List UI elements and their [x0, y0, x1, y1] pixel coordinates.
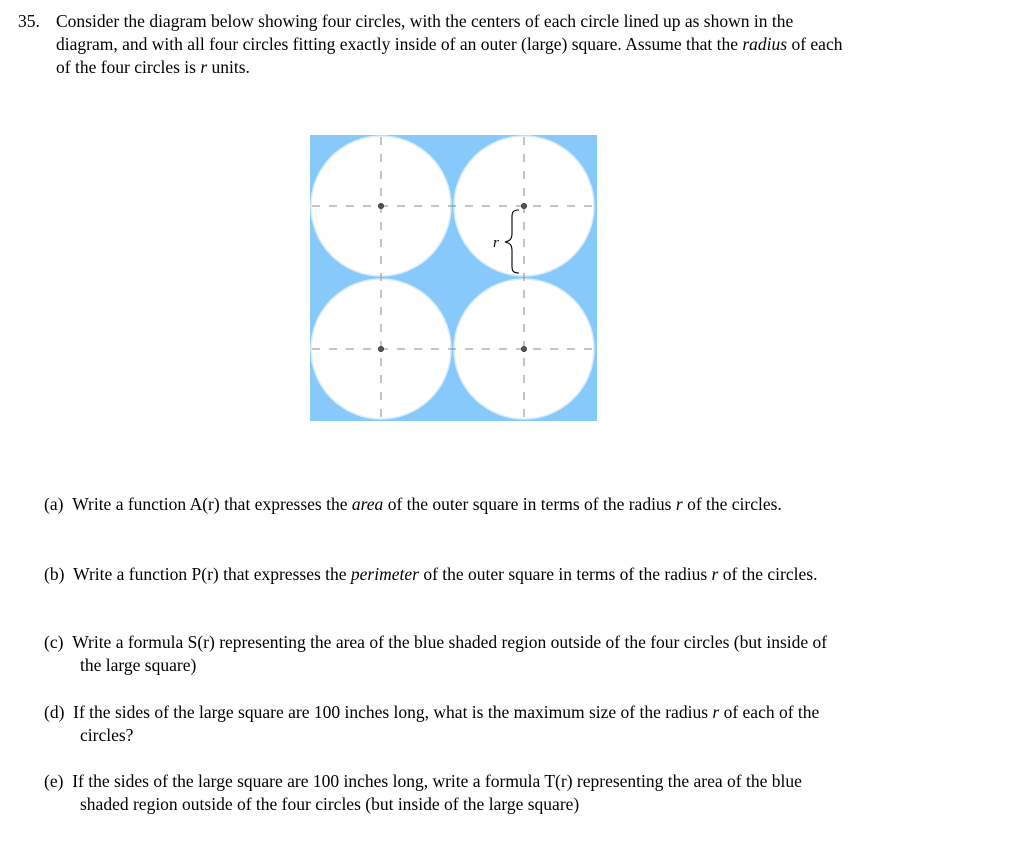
- part-e-label: (e): [44, 771, 64, 791]
- part-a-em-area: area: [351, 494, 384, 514]
- center-dot-top-right: [521, 203, 526, 208]
- part-a: [44, 493, 782, 515]
- part-b-em-perimeter: perimeter: [350, 564, 419, 584]
- part-d-text-2: circles?: [80, 725, 134, 745]
- four-circles-diagram: [310, 135, 597, 421]
- part-a-text-b: of the outer square in terms of the radius: [383, 494, 676, 514]
- part-a-text-c: of the circles.: [682, 494, 782, 514]
- part-d-label: (d): [44, 702, 65, 722]
- part-b-em-r: r: [711, 564, 719, 584]
- part-a-label: (a): [44, 494, 64, 514]
- part-e-text-1: If the sides of the large square are 100 inches long, write a formula T(r) representing the area of the blue: [72, 771, 802, 791]
- intro-text-1: Consider the diagram below showing four circles, with the centers of each circle lined up as shown in the: [56, 11, 794, 31]
- intro-radius-em: radius: [742, 34, 788, 54]
- question-intro-line-3: [56, 56, 250, 78]
- intro-r-em: r: [200, 57, 208, 77]
- part-b-text-a: Write a function P(r) that expresses the: [73, 564, 351, 584]
- part-c-text-1: Write a formula S(r) representing the area of the blue shaded region outside of the four circles (but inside of: [72, 632, 828, 652]
- part-d-text-b: of each of the: [719, 702, 820, 722]
- question-number: 35.: [18, 11, 40, 31]
- intro-text-3b: units.: [207, 57, 250, 77]
- question-intro-line-2: [56, 33, 842, 55]
- intro-text-2b: of each: [787, 34, 843, 54]
- center-dot-top-left: [378, 203, 383, 208]
- part-b-label: (b): [44, 564, 65, 584]
- intro-text-3a: of the four circles is: [56, 57, 201, 77]
- part-d-em-r: r: [712, 702, 720, 722]
- intro-text-2a: diagram, and with all four circles fitting exactly inside of an outer (large) square. Assume that the: [56, 34, 743, 54]
- part-b: [44, 563, 817, 585]
- part-d-line-1: [44, 701, 819, 723]
- part-e-text-2: shaded region outside of the four circles (but inside of the large square): [80, 794, 580, 814]
- center-dot-bottom-left: [378, 346, 383, 351]
- part-c-text-2: the large square): [80, 655, 197, 675]
- part-c-label: (c): [44, 632, 64, 652]
- question-intro-line-1: [56, 10, 793, 32]
- part-e-line-1: [44, 770, 802, 792]
- part-b-text-c: of the circles.: [718, 564, 818, 584]
- part-d-line-2: [80, 724, 133, 746]
- part-b-text-b: of the outer square in terms of the radius: [418, 564, 712, 584]
- part-a-em-r: r: [675, 494, 683, 514]
- center-dot-bottom-right: [521, 346, 526, 351]
- part-a-text-a: Write a function A(r) that expresses the: [72, 494, 352, 514]
- part-d-text-a: If the sides of the large square are 100 inches long, what is the maximum size of the radius: [73, 702, 713, 722]
- part-e-line-2: [80, 793, 579, 815]
- part-c-line-1: [44, 631, 827, 653]
- radius-label: r: [493, 235, 499, 251]
- part-c-line-2: [80, 654, 196, 676]
